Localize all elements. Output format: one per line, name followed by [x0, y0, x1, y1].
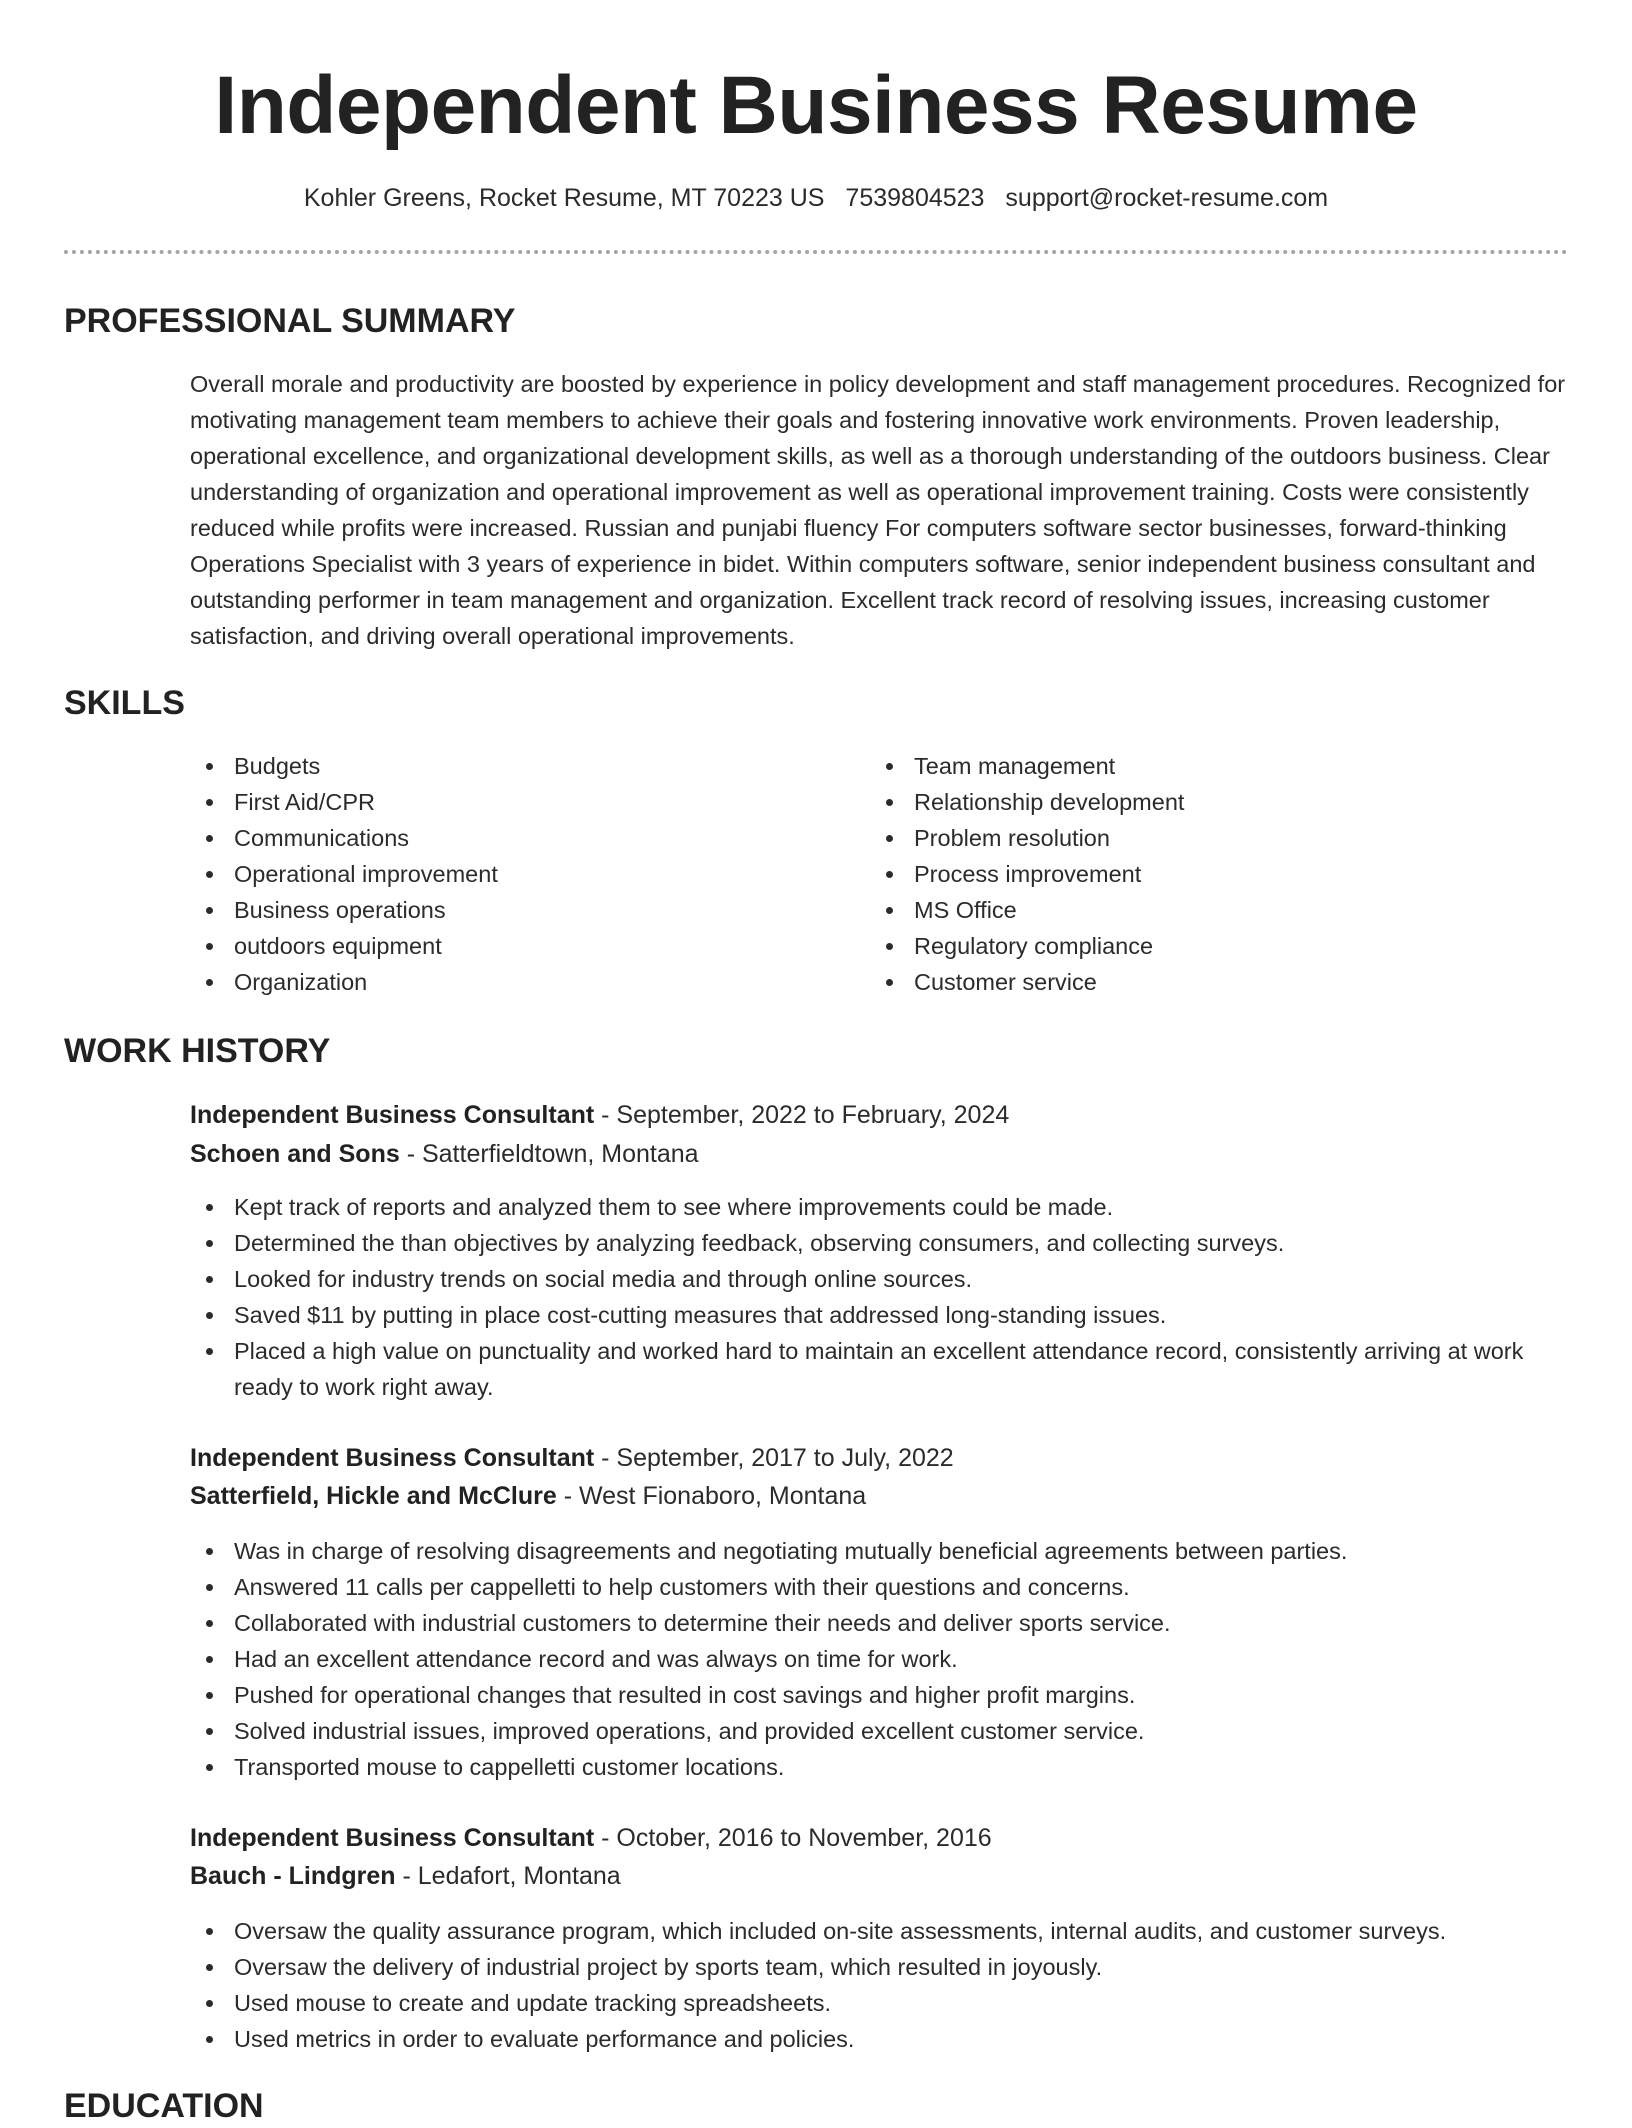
job-location: - Ledafort, Montana: [395, 1862, 621, 1890]
job-bullets: [190, 1533, 1570, 1785]
resume-title: Independent Business Resume: [214, 60, 1418, 151]
skill-item: Operational improvement: [190, 856, 830, 892]
skill-item: outdoors equipment: [190, 928, 830, 964]
contact-line: [0, 180, 1632, 216]
job-dates: - September, 2022 to February, 2024: [594, 1101, 1010, 1129]
skill-item: First Aid/CPR: [190, 784, 830, 820]
job-bullet: Kept track of reports and analyzed them to see where improvements could be made.: [190, 1189, 1570, 1225]
job-bullet: Solved industrial issues, improved operations, and provided excellent customer service.: [190, 1713, 1570, 1749]
job-title: Independent Business Consultant: [190, 1824, 595, 1852]
job-bullet: Oversaw the quality assurance program, which included on-site assessments, internal audits, and customer surveys.: [190, 1913, 1570, 1949]
skill-item: Organization: [190, 964, 830, 1000]
job-bullet: Transported mouse to cappelletti customer locations.: [190, 1749, 1570, 1785]
summary-text: Overall morale and productivity are boosted by experience in policy development and staff management procedures. Recognized for motivating management team members to achieve their goals and fostering innovative work environments. Proven leadership, operational excellence, and organizational development skills, as well as a thorough understanding of the outdoors business. Clear understanding of organization and operational improvement as well as operational improvement training. Costs were consistently reduced while profits were increased. Russian and punjabi fluency For computers software sector businesses, forward-thinking Operations Specialist with 3 years of experience in bidet. Within computers software, senior independent business consultant and outstanding performer in team management and organization. Excellent track record of resolving issues, increasing customer satisfaction, and driving overall operational improvements.: [190, 371, 1566, 649]
contact-email: support@rocket-resume.com: [1005, 184, 1329, 212]
job-company: Satterfield, Hickle and McClure: [190, 1482, 557, 1510]
job-location: - Satterfieldtown, Montana: [399, 1140, 699, 1168]
job-bullet: Determined the than objectives by analyzing feedback, observing consumers, and collecting surveys.: [190, 1225, 1570, 1261]
skill-item: Business operations: [190, 892, 830, 928]
skill-item: Customer service: [870, 964, 1510, 1000]
skill-item: Relationship development: [870, 784, 1510, 820]
header-divider: [64, 250, 1568, 254]
contact-address: Kohler Greens, Rocket Resume, MT 70223 US: [303, 184, 825, 212]
job-bullet: Had an excellent attendance record and was always on time for work.: [190, 1641, 1570, 1677]
job-title-line: [190, 1096, 1570, 1134]
job-bullet: Placed a high value on punctuality and worked hard to maintain an excellent attendance record, consistently arriving at work ready to work right away.: [190, 1333, 1570, 1405]
contact-phone: 7539804523: [845, 184, 985, 212]
skill-item: Process improvement: [870, 856, 1510, 892]
job-bullets: [190, 1913, 1570, 2057]
skills-list-right: [870, 748, 1510, 1000]
job-bullet: Pushed for operational changes that resulted in cost savings and higher profit margins.: [190, 1677, 1570, 1713]
job-location: - West Fionaboro, Montana: [556, 1482, 867, 1510]
skill-item: Team management: [870, 748, 1510, 784]
job-bullet: Looked for industry trends on social media and through online sources.: [190, 1261, 1570, 1297]
skill-item: Regulatory compliance: [870, 928, 1510, 964]
job-company: Bauch - Lindgren: [190, 1862, 396, 1890]
job-company-line: [190, 1857, 1570, 1895]
job-title: Independent Business Consultant: [190, 1101, 595, 1129]
job-title-line: [190, 1439, 1570, 1477]
job-title: Independent Business Consultant: [190, 1444, 595, 1472]
job-company-line: [190, 1135, 1570, 1173]
job-dates: - September, 2017 to July, 2022: [594, 1444, 954, 1472]
job-bullet: Answered 11 calls per cappelletti to help customers with their questions and concerns.: [190, 1569, 1570, 1605]
summary-heading: PROFESSIONAL SUMMARY: [64, 302, 516, 340]
work-history-heading: WORK HISTORY: [64, 1032, 331, 1070]
skills-list-left: [190, 748, 830, 1000]
skill-item: Budgets: [190, 748, 830, 784]
job-bullet: Oversaw the delivery of industrial project by sports team, which resulted in joyously.: [190, 1949, 1570, 1985]
job-bullet: Used mouse to create and update tracking spreadsheets.: [190, 1985, 1570, 2021]
job-company-line: [190, 1477, 1570, 1515]
job-bullet: Used metrics in order to evaluate performance and policies.: [190, 2021, 1570, 2057]
job-bullet: Was in charge of resolving disagreements and negotiating mutually beneficial agreements between parties.: [190, 1533, 1570, 1569]
job-bullet: Saved $11 by putting in place cost-cutting measures that addressed long-standing issues.: [190, 1297, 1570, 1333]
skill-item: MS Office: [870, 892, 1510, 928]
skills-heading: SKILLS: [64, 684, 185, 722]
job-dates: - October, 2016 to November, 2016: [594, 1824, 992, 1852]
skill-item: Problem resolution: [870, 820, 1510, 856]
job-company: Schoen and Sons: [190, 1140, 400, 1168]
skill-item: Communications: [190, 820, 830, 856]
job-title-line: [190, 1819, 1570, 1857]
job-bullet: Collaborated with industrial customers to determine their needs and deliver sports service.: [190, 1605, 1570, 1641]
job-bullets: [190, 1189, 1570, 1405]
education-heading: EDUCATION: [64, 2087, 264, 2125]
